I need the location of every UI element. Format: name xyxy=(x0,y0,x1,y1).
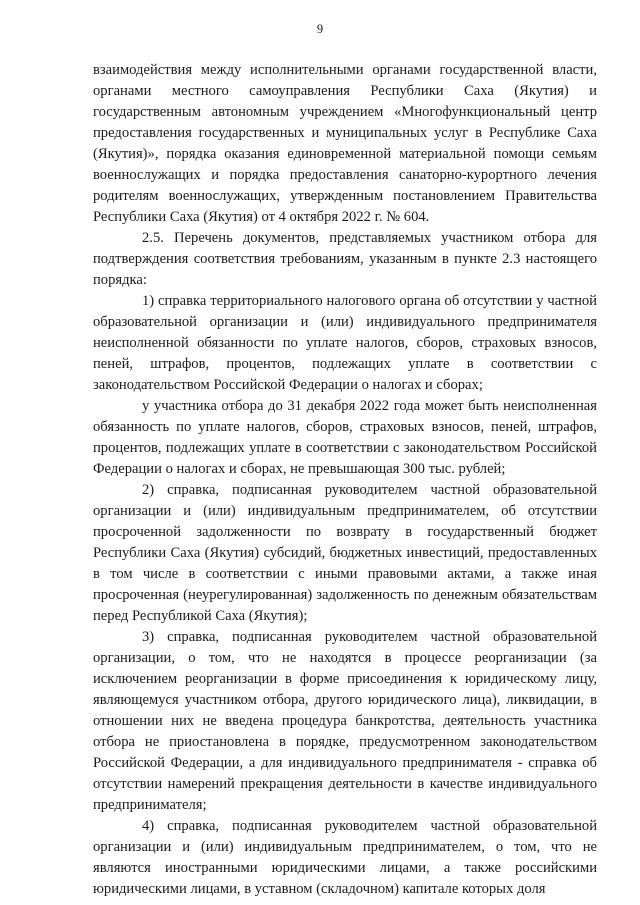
paragraph-2-5: 2.5. Перечень документов, представляемых участником отбора для подтверждения соответствия требованиям, указанным в пункте 2.3 настоящего порядка: xyxy=(93,230,597,288)
list-item-1: 1) справка территориального налогового органа об отсутствии у частной образовательной организации и (или) индивидуального предпринимателя неисполненной обязанности по уплате налогов, сборов, страховых взносов, пеней, штрафов, процентов, подлежащих уплате в соответствии с законодательством Российской Федерации о налогах и сборах; xyxy=(93,293,597,393)
list-item-4: 4) справка, подписанная руководителем частной образовательной организации и (или) индивидуальным предпринимателем, о том, что не являются иностранными юридическими лицами, а также российскими юридическими лицами, в уставном (складочном) капитале которых доля xyxy=(93,818,597,897)
document-body xyxy=(93,60,597,900)
paragraph-tax-allowance: у участника отбора до 31 декабря 2022 года может быть неисполненная обязанность по уплате налогов, сборов, страховых взносов, пеней, штрафов, процентов, подлежащих уплате в соответствии с законодательством Российской Федерации о налогах и сборах, не превышающая 300 тыс. рублей; xyxy=(93,398,597,477)
paragraph-continuation: взаимодействия между исполнительными органами государственной власти, органами местного самоуправления Республики Саха (Якутия) и государственным автономным учреждением «Многофункциональный центр предоставления государственных и муниципальных услуг в Республике Саха (Якутия)», порядка оказания единовременной материальной помощи семьям военнослужащих и порядка предоставления санаторно-курортного лечения родителям военнослужащих, утвержденным постановлением Правительства Республики Саха (Якутия) от 4 октября 2022 г. № 604. xyxy=(93,62,597,225)
page-number: 9 xyxy=(316,22,324,36)
list-item-2: 2) справка, подписанная руководителем частной образовательной организации и (или) индивидуальным предпринимателем, об отсутствии просроченной задолженности по возврату в государственный бюджет Республики Саха (Якутия) субсидий, бюджетных инвестиций, предоставленных в том числе в соответствии с иными правовыми актами, а также иная просроченная (неурегулированная) задолженность по денежным обязательствам перед Республикой Саха (Якутия); xyxy=(93,482,597,624)
list-item-3: 3) справка, подписанная руководителем частной образовательной организации, о том, что не находятся в процессе реорганизации (за исключением реорганизации в форме присоединения к юридическому лицу, являющемуся участником отбора, другого юридического лица), ликвидации, в отношении них не введена процедура банкротства, деятельность участника отбора не приостановлена в порядке, предусмотренном законодательством Российской Федерации, а для индивидуального предпринимателя - справка об отсутствии намерений прекращения деятельности в качестве индивидуального предпринимателя; xyxy=(93,629,597,813)
